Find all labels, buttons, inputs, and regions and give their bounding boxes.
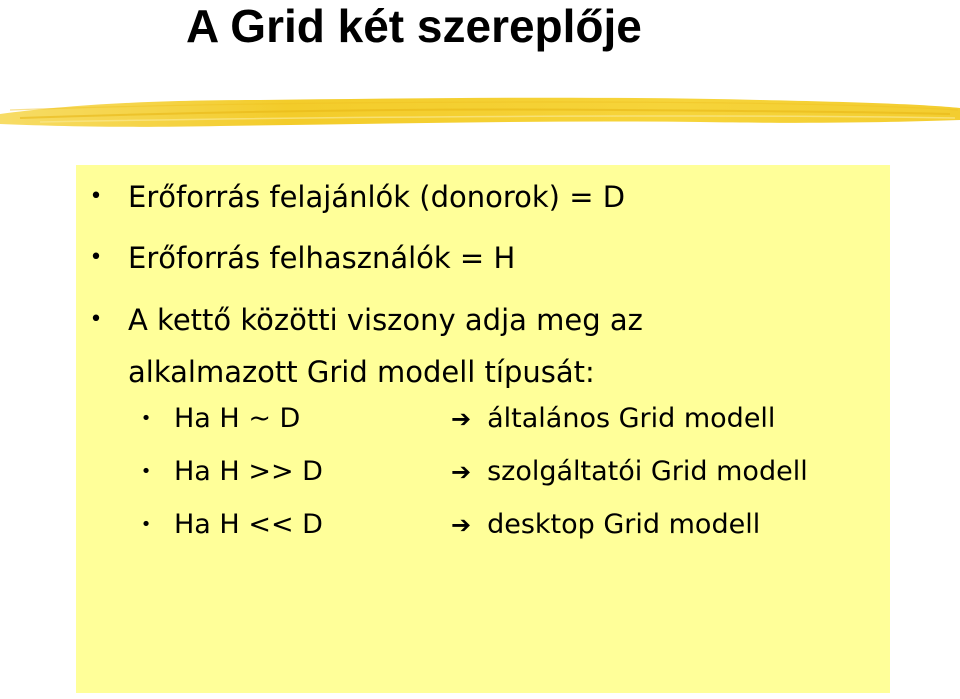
- sub-bullet-result-line: [451, 392, 775, 446]
- sub-bullet-result-line: [451, 445, 808, 499]
- sub-bullet-condition: Ha H << D: [174, 509, 323, 540]
- bullet-text: Erőforrás felhasználók = H: [128, 241, 516, 275]
- bullet-dot-icon: •: [140, 408, 152, 429]
- bullet-text: Erőforrás felajánlók (donorok) = D: [128, 180, 626, 214]
- bullet-dot-icon: •: [89, 307, 103, 332]
- bullet-donors: [89, 168, 626, 226]
- right-arrow-icon: ➔: [451, 458, 472, 486]
- slide-title: A Grid két szereplője: [186, 0, 642, 52]
- bullet-users: [89, 229, 516, 287]
- sub-bullet-service: [140, 445, 808, 499]
- content-box: [76, 165, 890, 693]
- right-arrow-icon: ➔: [451, 405, 472, 433]
- sub-bullet-condition: Ha H >> D: [174, 456, 323, 487]
- sub-bullet-general: [140, 392, 776, 446]
- bullet-dot-icon: •: [140, 514, 152, 535]
- bullet-relation: [89, 291, 643, 349]
- bullet-text: A kettő közötti viszony adja meg az: [128, 303, 643, 337]
- bullet-dot-icon: •: [140, 461, 152, 482]
- sub-bullet-result: szolgáltatói Grid modell: [487, 456, 808, 487]
- bullet-dot-icon: •: [89, 245, 103, 270]
- sub-bullet-desktop: [140, 498, 761, 552]
- bullet-dot-icon: •: [89, 184, 103, 209]
- sub-bullet-result: desktop Grid modell: [487, 509, 761, 540]
- bullet-text: alkalmazott Grid modell típusát:: [128, 355, 595, 389]
- sub-bullet-result: általános Grid modell: [487, 403, 776, 434]
- sub-bullet-result-line: [451, 498, 760, 552]
- title-underline-brush: [0, 88, 960, 134]
- sub-bullet-condition: Ha H ~ D: [174, 403, 301, 434]
- right-arrow-icon: ➔: [451, 511, 472, 539]
